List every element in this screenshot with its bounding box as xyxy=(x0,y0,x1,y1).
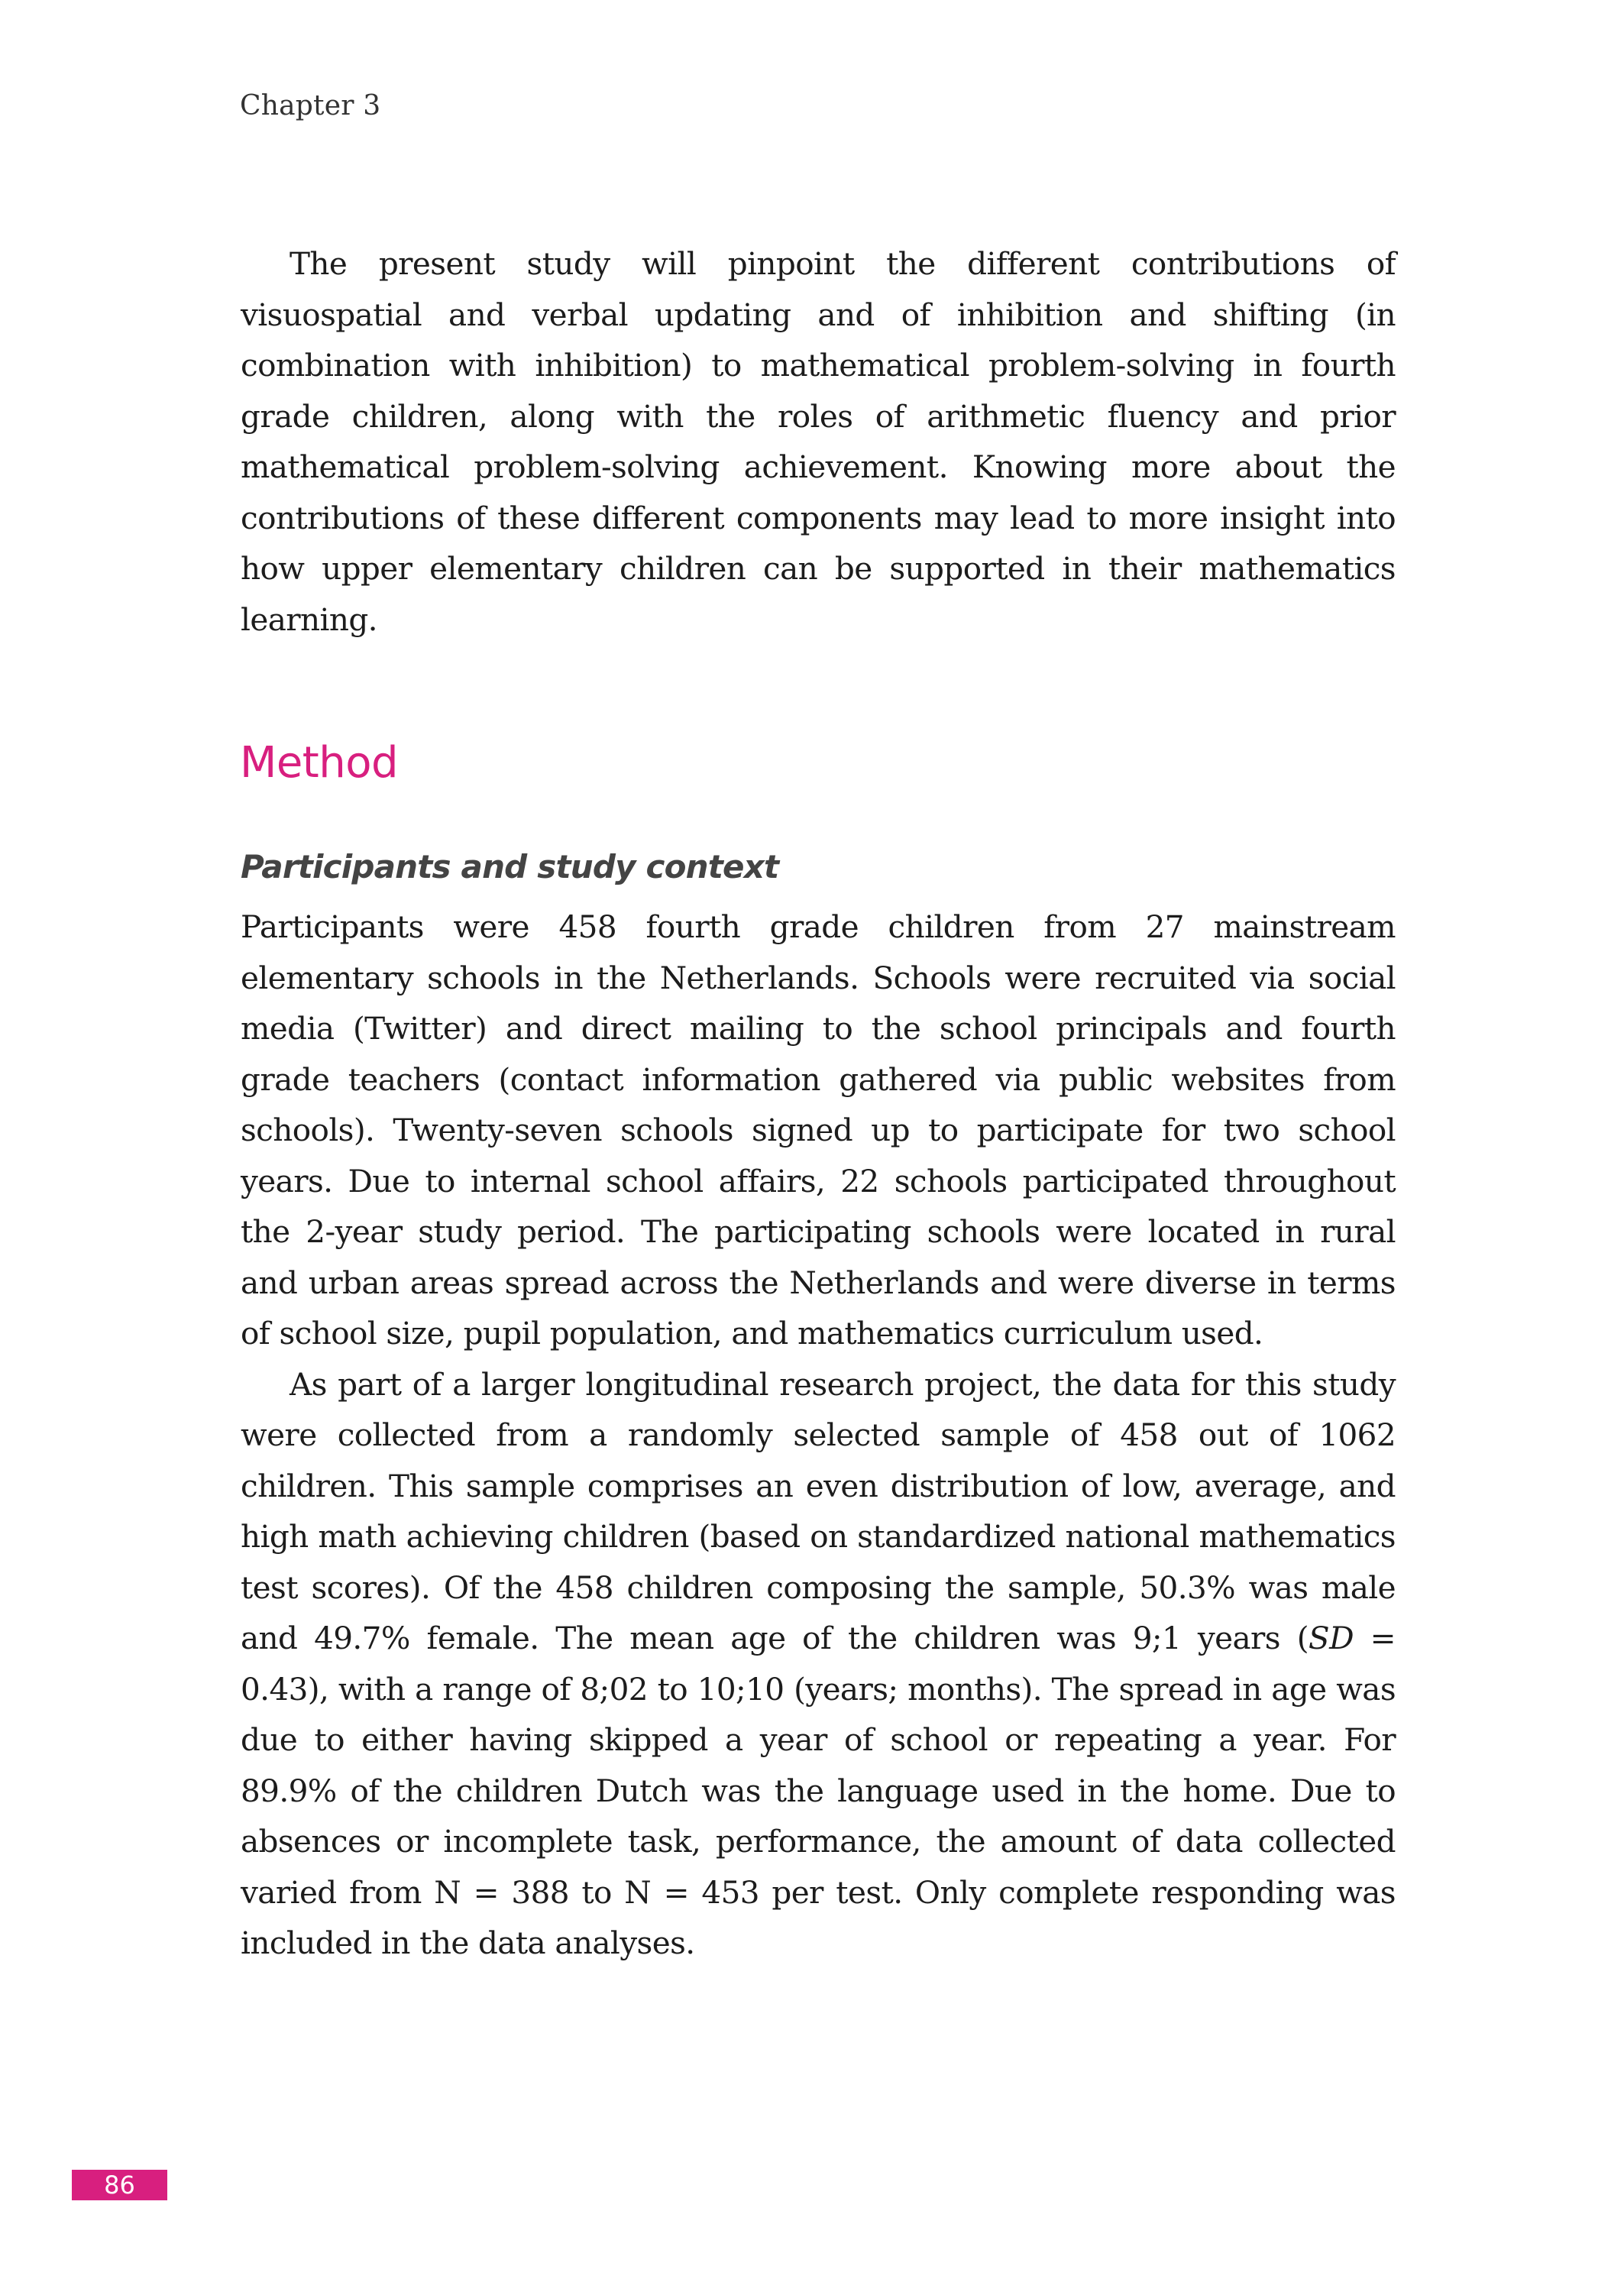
paragraph-2-text-a: As part of a larger longitudinal research project, the data for this study were collected from a randomly selected sample of 458 out of 1062 children. This sample comprises an even distribution of low, average, and high math achieving children (based on standardized national mathematics test scores). Of the 458 children composing the sample, 50.3% was male and 49.7% female. The mean age of the children was 9;1 years ( xyxy=(241,1365,1396,1656)
subsection-heading-participants: Participants and study context xyxy=(241,848,779,885)
intro-paragraph: The present study will pinpoint the different contributions of visuospatial and verbal updating and of inhibition and shifting (in combination with inhibition) to mathematical problem-solving in fourth grade children, along with the roles of arithmetic fluency and prior mathematical problem-solving achievement. Knowing more about the contributions of these different components may lead to more insight into how upper elementary children can be supported in their mathematics learning. xyxy=(241,245,1396,638)
participants-paragraph-1: Participants were 458 fourth grade children from 27 mainstream elementary schools in the Netherlands. Schools were recruited via social media (Twitter) and direct mailing to the school principals and fourth grade teachers (contact information gathered via public websites from schools). Twenty-seven schools signed up to participate for two school years. Due to internal school affairs, 22 schools participated throughout the 2-year study period. The participating schools were located in rural and urban areas spread across the Netherlands and were diverse in terms of school size, pupil population, and mathematics curriculum used. xyxy=(241,908,1396,1352)
page-number-badge: 86 xyxy=(72,2170,167,2200)
intro-section xyxy=(241,238,1396,645)
section-heading-method: Method xyxy=(240,738,399,788)
sd-symbol: SD xyxy=(1308,1620,1354,1656)
paragraph-2-text-b: = 0.43), with a range of 8;02 to 10;10 (years; months). The spread in age was due to either having skipped a year of school or repeating a year. For 89.9% of the children Dutch was the language used in the home. Due to absences or incomplete task, performance, the amount of data collected varied from N = 388 to N = 453 per test. Only complete responding was included in the data analyses. xyxy=(241,1620,1396,1961)
participants-paragraph-2 xyxy=(241,1359,1396,1969)
participants-section xyxy=(241,902,1396,1969)
running-head-chapter: Chapter 3 xyxy=(240,90,381,121)
